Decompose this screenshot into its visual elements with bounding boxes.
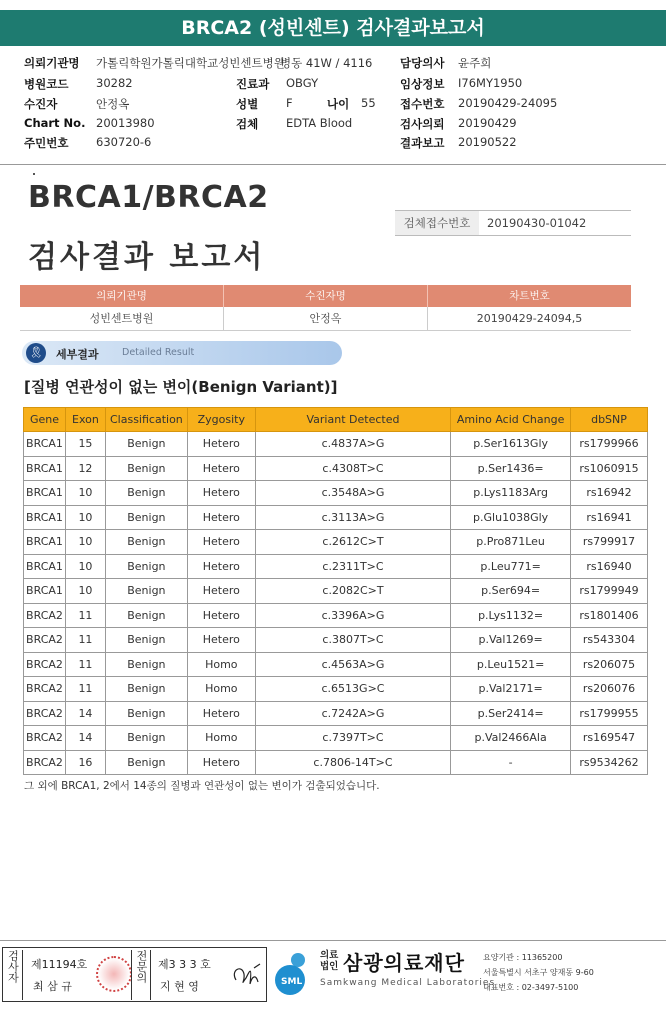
table-cell: c.7806-14T>C xyxy=(255,750,450,775)
contact-phone: 대표번호 : 02-3497-5100 xyxy=(483,983,579,992)
table-cell: Hetero xyxy=(187,603,255,628)
collector-label: 수진자 xyxy=(24,97,58,111)
age-value: 55 xyxy=(361,96,376,110)
contact-address: 서울특별시 서초구 양재동 9-60 xyxy=(483,968,594,977)
table-cell: Benign xyxy=(105,554,187,579)
table-cell: BRCA2 xyxy=(24,726,66,751)
table-cell: Benign xyxy=(105,579,187,604)
collector-value: 안정옥 xyxy=(96,97,130,111)
table-cell: Hetero xyxy=(187,554,255,579)
table-cell: 10 xyxy=(65,554,105,579)
table-cell: 10 xyxy=(65,481,105,506)
report-subtitle: 검사결과 보고서 xyxy=(28,240,266,275)
table-row xyxy=(24,652,648,677)
request-value: 20190429 xyxy=(458,116,517,130)
specimen-number-box xyxy=(395,210,631,236)
table-cell: c.3396A>G xyxy=(255,603,450,628)
inspector-license: 제11194호 xyxy=(31,958,88,971)
hospital-label: 의뢰기관명 xyxy=(24,56,80,70)
table-cell: BRCA1 xyxy=(24,579,66,604)
table-cell: p.Val2466Ala xyxy=(451,726,571,751)
column-header: dbSNP xyxy=(571,408,648,432)
table-cell: Hetero xyxy=(187,750,255,775)
table-cell: 11 xyxy=(65,677,105,702)
info-value-cell: 성빈센트병원 xyxy=(20,307,224,330)
table-cell: c.4563A>G xyxy=(255,652,450,677)
table-cell: p.Ser2414= xyxy=(451,701,571,726)
footnote: 그 외에 BRCA1, 2에서 14종의 질병과 연관성이 없는 변이가 검출되었습니다. xyxy=(24,780,380,792)
table-row xyxy=(24,726,648,751)
specialist-license: 제3 3 3 호 xyxy=(158,958,211,971)
table-cell: Hetero xyxy=(187,481,255,506)
table-cell: 14 xyxy=(65,701,105,726)
report-title-bar: BRCA2 (성빈센트) 검사결과보고서 xyxy=(0,10,666,46)
table-cell: p.Val1269= xyxy=(451,628,571,653)
table-cell: p.Ser694= xyxy=(451,579,571,604)
table-cell: c.3548A>G xyxy=(255,481,450,506)
specimen-value: EDTA Blood xyxy=(286,116,353,130)
variant-table-body xyxy=(24,432,648,775)
ribbon-icon: 🎗 xyxy=(26,343,46,363)
table-cell: BRCA1 xyxy=(24,432,66,457)
table-row xyxy=(24,603,648,628)
table-cell: c.2311T>C xyxy=(255,554,450,579)
table-cell: Hetero xyxy=(187,456,255,481)
request-label: 검사의뢰 xyxy=(400,117,445,131)
table-cell: Benign xyxy=(105,726,187,751)
dept-value: OBGY xyxy=(286,76,319,90)
rrn-value: 630720-6 xyxy=(96,135,152,149)
table-cell: BRCA1 xyxy=(24,481,66,506)
org-english-name: Samkwang Medical Laboratories xyxy=(320,978,496,988)
doctor-value: 윤주희 xyxy=(458,56,492,70)
table-cell: Hetero xyxy=(187,505,255,530)
table-cell: c.2612C>T xyxy=(255,530,450,555)
table-cell: c.4308T>C xyxy=(255,456,450,481)
table-cell: BRCA2 xyxy=(24,677,66,702)
report-date-label: 결과보고 xyxy=(400,136,445,150)
table-cell: Benign xyxy=(105,750,187,775)
benign-variant-title: [질병 연관성이 없는 변이(Benign Variant)] xyxy=(24,378,338,396)
specimen-label: 검체 xyxy=(236,117,259,131)
info-table-header xyxy=(20,285,631,307)
table-row xyxy=(24,750,648,775)
org-prefix-text: 의료법인 xyxy=(320,950,339,972)
table-cell: rs1799966 xyxy=(571,432,648,457)
table-cell: Benign xyxy=(105,603,187,628)
table-cell: p.Lys1183Arg xyxy=(451,481,571,506)
specimen-number-value: 20190430-01042 xyxy=(487,216,587,230)
code-label: 병원코드 xyxy=(24,77,69,91)
chart-value: 20013980 xyxy=(96,116,155,130)
divider xyxy=(0,164,666,165)
report-main-title: BRCA1/BRCA2 xyxy=(28,180,269,215)
table-cell: p.Leu771= xyxy=(451,554,571,579)
section-title-en: Detailed Result xyxy=(122,347,195,358)
table-cell: p.Ser1436= xyxy=(451,456,571,481)
table-cell: p.Lys1132= xyxy=(451,603,571,628)
receipt-value: 20190429-24095 xyxy=(458,96,558,110)
signature xyxy=(228,960,264,990)
table-row xyxy=(24,554,648,579)
table-cell: rs169547 xyxy=(571,726,648,751)
table-cell: rs799917 xyxy=(571,530,648,555)
table-cell: rs206075 xyxy=(571,652,648,677)
section-title-kr: 세부결과 xyxy=(56,348,99,361)
table-cell: c.2082C>T xyxy=(255,579,450,604)
table-cell: p.Val2171= xyxy=(451,677,571,702)
table-row xyxy=(24,456,648,481)
table-header-row xyxy=(24,408,648,432)
table-cell: Benign xyxy=(105,456,187,481)
table-cell: BRCA2 xyxy=(24,701,66,726)
inspector-vertical-label xyxy=(3,950,23,1000)
column-header: Exon xyxy=(65,408,105,432)
seal-stamp xyxy=(96,956,132,992)
table-cell: Hetero xyxy=(187,530,255,555)
inspector-role: 검사자 xyxy=(6,950,20,983)
table-cell: Benign xyxy=(105,432,187,457)
column-header: Gene xyxy=(24,408,66,432)
column-header: Classification xyxy=(105,408,187,432)
ward-value: 병동 41W / 4116 xyxy=(280,56,373,70)
table-cell: Benign xyxy=(105,652,187,677)
table-cell: rs1801406 xyxy=(571,603,648,628)
table-cell: Benign xyxy=(105,481,187,506)
table-cell: c.7242A>G xyxy=(255,701,450,726)
table-cell: BRCA1 xyxy=(24,554,66,579)
table-row xyxy=(24,677,648,702)
logo-text: SML xyxy=(281,977,303,987)
age-label: 나이 xyxy=(327,97,350,111)
report-date-value: 20190522 xyxy=(458,135,517,149)
specimen-number-label: 검체접수번호 xyxy=(395,211,479,235)
table-cell: p.Pro871Leu xyxy=(451,530,571,555)
rrn-label: 주민번호 xyxy=(24,136,69,150)
table-cell: BRCA2 xyxy=(24,628,66,653)
info-value-cell: 20190429-24094,5 xyxy=(476,312,583,325)
table-cell: BRCA1 xyxy=(24,456,66,481)
inspector-name: 최 삼 규 xyxy=(33,980,72,993)
code-value: 30282 xyxy=(96,76,133,90)
sex-value: F xyxy=(286,96,293,110)
table-cell: c.6513G>C xyxy=(255,677,450,702)
hospital-value: 가톨릭학원가톨릭대학교성빈센트병원 xyxy=(96,56,285,70)
table-cell: rs1799955 xyxy=(571,701,648,726)
table-cell: 10 xyxy=(65,530,105,555)
column-header: Amino Acid Change xyxy=(451,408,571,432)
clinical-label: 임상정보 xyxy=(400,77,445,91)
table-cell: BRCA2 xyxy=(24,750,66,775)
table-cell: Hetero xyxy=(187,628,255,653)
table-cell: rs1799949 xyxy=(571,579,648,604)
table-cell: 16 xyxy=(65,750,105,775)
receipt-label: 접수번호 xyxy=(400,97,445,111)
table-cell: c.4837A>G xyxy=(255,432,450,457)
section-header xyxy=(22,341,342,365)
table-cell: 10 xyxy=(65,579,105,604)
sex-label: 성별 xyxy=(236,97,259,111)
table-cell: 10 xyxy=(65,505,105,530)
info-table-values xyxy=(20,307,631,331)
table-row xyxy=(24,481,648,506)
info-value-cell: 안정옥 xyxy=(224,307,428,330)
specialist-role: 전문의 xyxy=(135,950,148,983)
table-cell: rs1060915 xyxy=(571,456,648,481)
table-row xyxy=(24,579,648,604)
specialist-vertical-label xyxy=(131,950,151,1000)
table-row xyxy=(24,505,648,530)
table-cell: Hetero xyxy=(187,579,255,604)
table-cell: c.3113A>G xyxy=(255,505,450,530)
table-cell: rs16942 xyxy=(571,481,648,506)
table-cell: rs206076 xyxy=(571,677,648,702)
table-cell: rs9534262 xyxy=(571,750,648,775)
signature-box xyxy=(2,947,267,1002)
org-name: 삼광의료재단 xyxy=(343,951,465,975)
org-prefix xyxy=(320,950,340,972)
table-cell: BRCA2 xyxy=(24,652,66,677)
table-cell: 11 xyxy=(65,652,105,677)
sml-logo xyxy=(272,948,316,998)
table-cell: BRCA2 xyxy=(24,603,66,628)
table-row xyxy=(24,701,648,726)
column-header: Zygosity xyxy=(187,408,255,432)
footer-divider xyxy=(0,940,666,941)
clinical-value: I76MY1950 xyxy=(458,76,523,90)
specialist-name: 지 현 영 xyxy=(160,980,199,993)
table-cell: p.Ser1613Gly xyxy=(451,432,571,457)
table-cell: Hetero xyxy=(187,432,255,457)
table-cell: 15 xyxy=(65,432,105,457)
dept-label: 진료과 xyxy=(236,77,270,91)
table-cell: c.7397T>C xyxy=(255,726,450,751)
table-cell: p.Leu1521= xyxy=(451,652,571,677)
table-cell: Homo xyxy=(187,652,255,677)
table-cell: Homo xyxy=(187,677,255,702)
table-cell: Homo xyxy=(187,726,255,751)
patient-info xyxy=(0,55,666,163)
contact-code: 요양기관 : 11365200 xyxy=(483,953,563,962)
table-cell: rs543304 xyxy=(571,628,648,653)
table-cell: Benign xyxy=(105,701,187,726)
table-cell: - xyxy=(451,750,571,775)
table-cell: Benign xyxy=(105,677,187,702)
table-cell: 12 xyxy=(65,456,105,481)
info-header-cell: 의뢰기관명 xyxy=(20,285,224,307)
table-cell: rs16940 xyxy=(571,554,648,579)
table-cell: p.Glu1038Gly xyxy=(451,505,571,530)
table-cell: c.3807T>C xyxy=(255,628,450,653)
dot-mark xyxy=(33,173,35,175)
table-cell: 14 xyxy=(65,726,105,751)
table-cell: 11 xyxy=(65,628,105,653)
doctor-label: 담당의사 xyxy=(400,56,445,70)
info-header-cell: 수진자명 xyxy=(224,285,428,307)
table-cell: 11 xyxy=(65,603,105,628)
table-cell: Benign xyxy=(105,505,187,530)
table-row xyxy=(24,628,648,653)
table-cell: Benign xyxy=(105,530,187,555)
column-header: Variant Detected xyxy=(255,408,450,432)
table-cell: BRCA1 xyxy=(24,530,66,555)
table-cell: BRCA1 xyxy=(24,505,66,530)
table-row xyxy=(24,432,648,457)
table-cell: Benign xyxy=(105,628,187,653)
table-cell: rs16941 xyxy=(571,505,648,530)
info-header-cell: 차트번호 xyxy=(509,290,550,302)
table-row xyxy=(24,530,648,555)
chart-label: Chart No. xyxy=(24,116,86,130)
variant-table xyxy=(23,407,648,775)
table-cell: Hetero xyxy=(187,701,255,726)
